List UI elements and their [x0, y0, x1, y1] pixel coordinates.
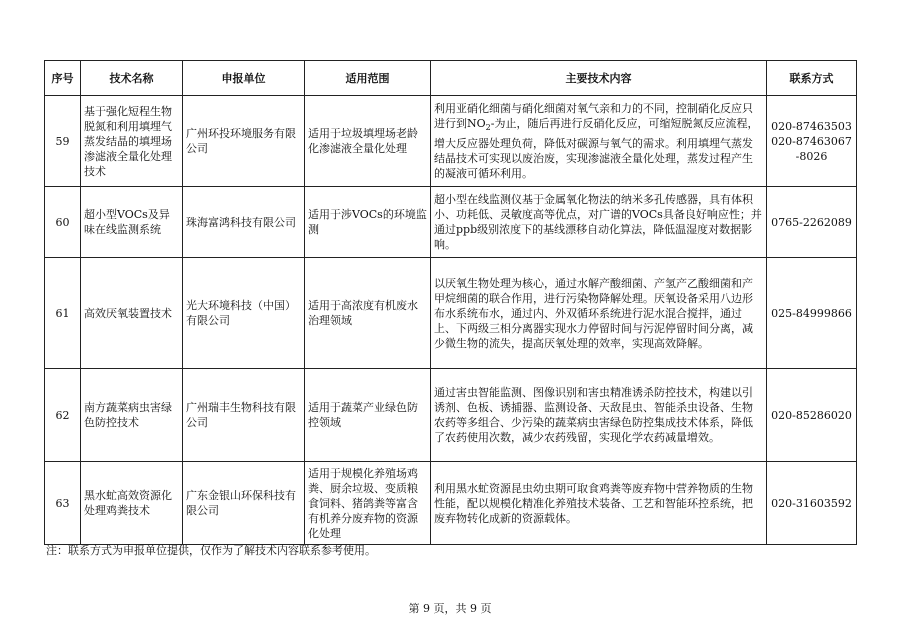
- row-main-content: 通过害虫智能监测、图像识别和害虫精准诱杀防控技术，构建以引诱剂、色板、诱捕器、监测设备、天敌昆虫、智能杀虫设备、生物农药等多组合、少污染的蔬菜病虫害绿色防控集成技术体系，降低了农药使用次数，减少农药残留，实现化学农药减量增效。: [431, 369, 767, 462]
- header-serial-number: 序号: [45, 61, 81, 96]
- footnote: 注：联系方式为申报单位提供，仅作为了解技术内容联系参考使用。: [46, 544, 376, 557]
- header-main-content: 主要技术内容: [431, 61, 767, 96]
- row-application-scope: 适用于高浓度有机废水治理领域: [305, 258, 431, 369]
- row-serial-number: 62: [45, 369, 81, 462]
- row-application-scope: 适用于涉VOCs的环境监测: [305, 187, 431, 258]
- row-main-content: 利用黑水虻资源昆虫幼虫期可取食鸡粪等废弃物中营养物质的生物性能，配以规模化精准化养殖技术装备、工艺和智能环控系统，把废弃物转化成新的资源载体。: [431, 462, 767, 545]
- row-main-content: 以厌氧生物处理为核心，通过水解产酸细菌、产氢产乙酸细菌和产甲烷细菌的联合作用，进行污染物降解处理。厌氧设备采用八边形布水系统布水，通过内、外双循环系统进行泥水混合搅拌，通过上、下两级三相分离器实现水力停留时间与污泥停留时间分离，减少微生物的流失，提高厌氧处理的效率，实现高效降解。: [431, 258, 767, 369]
- row-serial-number: 61: [45, 258, 81, 369]
- header-contact: 联系方式: [767, 61, 857, 96]
- row-applicant-unit: 广东金银山环保科技有限公司: [183, 462, 305, 545]
- row-serial-number: 63: [45, 462, 81, 545]
- header-technology-name: 技术名称: [81, 61, 183, 96]
- row-applicant-unit: 珠海富鸿科技有限公司: [183, 187, 305, 258]
- table-header-row: [45, 61, 857, 96]
- table-row: [45, 369, 857, 462]
- row-contact-phone-1: 020-87463503: [771, 119, 852, 133]
- row-applicant-unit: 光大环境科技（中国）有限公司: [183, 258, 305, 369]
- row-application-scope: 适用于蔬菜产业绿色防控领域: [305, 369, 431, 462]
- row-technology-name: 高效厌氧装置技术: [81, 258, 183, 369]
- row-serial-number: 59: [45, 96, 81, 187]
- row-main-content-part2: -为止，随后再进行反硝化反应，可缩短脱氮反应流程，增大反应器处理负荷，降低对碳源与氧气的需求。利用填埋气蒸发结晶技术可实现以废治废，实现渗滤液全量化处理，蒸发过程产生的凝液可循环利用。: [434, 117, 759, 180]
- row-main-content-subscript: 2: [485, 123, 491, 133]
- table-row: [45, 462, 857, 545]
- technology-table-container: [44, 60, 856, 545]
- page-number: 第 9 页，共 9 页: [408, 602, 492, 615]
- row-contact: 0765-2262089: [767, 187, 857, 258]
- table-row: [45, 96, 857, 187]
- row-contact: [767, 96, 857, 187]
- table-row: [45, 187, 857, 258]
- row-main-content-part1: 利用亚硝化细菌与硝化细菌对氧气亲和力的不同，控制硝化反应只进行到NO: [434, 102, 753, 131]
- row-technology-name: 基于强化短程生物脱氮和利用填埋气蒸发结晶的填埋场渗滤液全量化处理技术: [81, 96, 183, 187]
- row-contact-phone-2: 020-87463067-8026: [771, 134, 852, 163]
- technology-table: [44, 60, 857, 545]
- row-application-scope: 适用于垃圾填埋场老龄化渗滤液全量化处理: [305, 96, 431, 187]
- row-technology-name: 超小型VOCs及异味在线监测系统: [81, 187, 183, 258]
- row-application-scope: 适用于规模化养殖场鸡粪、厨余垃圾、变质粮食饲料、猪鸽粪等富含有机养分废弃物的资源化处理: [305, 462, 431, 545]
- row-contact: 020-85286020: [767, 369, 857, 462]
- row-technology-name: 南方蔬菜病虫害绿色防控技术: [81, 369, 183, 462]
- row-contact: 020-31603592: [767, 462, 857, 545]
- row-applicant-unit: 广州环投环境服务有限公司: [183, 96, 305, 187]
- row-serial-number: 60: [45, 187, 81, 258]
- header-applicant-unit: 申报单位: [183, 61, 305, 96]
- row-main-content: [431, 96, 767, 187]
- row-technology-name: 黑水虻高效资源化处理鸡粪技术: [81, 462, 183, 545]
- row-main-content: 超小型在线监测仪基于金属氧化物法的纳米多孔传感器，具有体积小、功耗低、灵敏度高等优点，对广谱的VOCs具备良好响应性；并通过ppb级别浓度下的基线漂移自动化算法，降低温湿度对数据影响。: [431, 187, 767, 258]
- header-application-scope: 适用范围: [305, 61, 431, 96]
- row-contact: 025-84999866: [767, 258, 857, 369]
- table-row: [45, 258, 857, 369]
- row-applicant-unit: 广州瑞丰生物科技有限公司: [183, 369, 305, 462]
